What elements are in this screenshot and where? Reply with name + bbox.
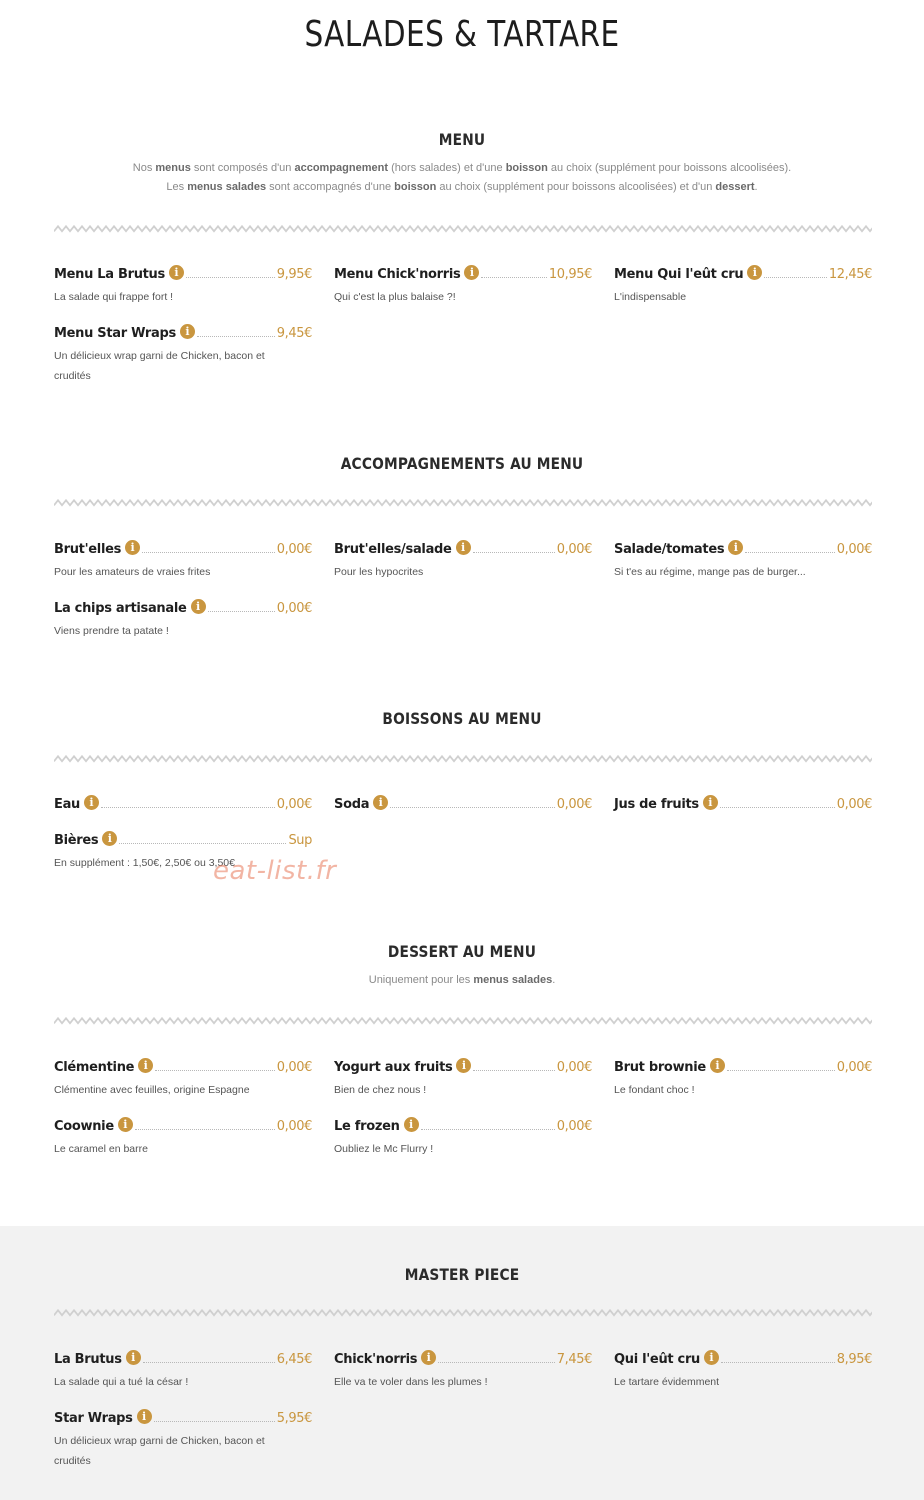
dotted-leader	[481, 277, 546, 278]
dotted-leader	[186, 277, 275, 278]
menu-item-name: Salade/tomates	[614, 542, 725, 557]
menu-item-name: Clémentine	[54, 1060, 135, 1075]
menu-item	[614, 794, 872, 812]
menu-item-price: 0,00€	[556, 1119, 592, 1134]
menu-item-price: 0,00€	[556, 1060, 592, 1075]
menu-item-description: Pour les hypocrites	[334, 566, 424, 578]
dotted-leader	[208, 611, 275, 612]
menu-item-name: Star Wraps	[54, 1411, 133, 1426]
dotted-leader	[143, 1362, 275, 1363]
menu-item-header	[54, 598, 312, 616]
info-icon[interactable]: i	[125, 540, 140, 555]
menu-item-price: 0,00€	[276, 542, 312, 557]
menu-item-header	[54, 539, 312, 557]
menu-item-name: Jus de fruits	[614, 797, 699, 812]
menu-item-name: La Brutus	[54, 1352, 122, 1367]
info-icon[interactable]: i	[456, 1058, 471, 1073]
wave-divider	[54, 755, 872, 765]
menu-item-description: Le fondant choc !	[614, 1084, 695, 1096]
description-line: Les menus salades sont accompagnés d'une boisson au choix (supplément pour boissons alcoolisées) et d'un dessert.	[166, 181, 758, 193]
menu-item-description: Bien de chez nous !	[334, 1084, 427, 1096]
menu-item-header	[614, 264, 872, 282]
menu-item	[334, 1116, 592, 1159]
info-icon[interactable]: i	[728, 540, 743, 555]
menu-item-name: Soda	[334, 797, 370, 812]
description-emphasis: boisson	[394, 181, 437, 193]
page-title: SALADES & TARTARE	[304, 14, 620, 55]
info-icon[interactable]: i	[421, 1350, 436, 1365]
watermark: eat-list.fr	[213, 856, 337, 886]
menu-item	[54, 539, 312, 582]
dotted-leader	[764, 277, 827, 278]
menu-item-name: Menu Qui l'eût cru	[614, 267, 744, 282]
menu-item-description: En supplément : 1,50€, 2,50€ ou 3,50€	[54, 857, 235, 869]
menu-item-price: 0,00€	[556, 542, 592, 557]
section-title: BOISSONS AU MENU	[382, 709, 542, 728]
menu-item-price: 0,00€	[836, 797, 872, 812]
section-title: MASTER PIECE	[404, 1265, 520, 1284]
description-emphasis: menus	[155, 162, 191, 174]
menu-item	[614, 1349, 872, 1392]
menu-item-price: 7,45€	[556, 1352, 592, 1367]
menu-item-name: Eau	[54, 797, 81, 812]
info-icon[interactable]: i	[84, 795, 99, 810]
dotted-leader	[473, 552, 555, 553]
menu-item-header	[54, 794, 312, 812]
dotted-leader	[720, 807, 835, 808]
dotted-leader	[421, 1129, 555, 1130]
menu-item-header	[54, 1408, 312, 1426]
menu-item-header	[614, 539, 872, 557]
menu-item-price: 0,00€	[836, 542, 872, 557]
menu-item-name: Le frozen	[334, 1119, 400, 1134]
menu-item-header	[334, 1116, 592, 1134]
dotted-leader	[745, 552, 835, 553]
menu-item-description: Clémentine avec feuilles, origine Espagne	[54, 1084, 250, 1096]
description-emphasis: menus salades	[473, 974, 553, 986]
description-emphasis: dessert	[715, 181, 755, 193]
section-title: DESSERT AU MENU	[387, 942, 537, 961]
section-description	[0, 971, 924, 990]
menu-item-price: 0,00€	[276, 797, 312, 812]
menu-item-header	[334, 264, 592, 282]
menu-item-name: Brut brownie	[614, 1060, 706, 1075]
info-icon[interactable]: i	[169, 265, 184, 280]
menu-item	[334, 794, 592, 812]
dotted-leader	[155, 1070, 275, 1071]
dotted-leader	[727, 1070, 835, 1071]
info-icon[interactable]: i	[464, 265, 479, 280]
menu-item-header	[614, 1349, 872, 1367]
menu-item-header	[334, 794, 592, 812]
menu-item	[54, 1408, 312, 1471]
description-emphasis: accompagnement	[294, 162, 389, 174]
menu-item-name: Brut'elles/salade	[334, 542, 452, 557]
menu-item-name: Qui l'eût cru	[614, 1352, 701, 1367]
wave-divider	[54, 499, 872, 509]
dotted-leader	[473, 1070, 554, 1071]
description-emphasis: menus salades	[187, 181, 267, 193]
dotted-leader	[119, 843, 286, 844]
menu-item-description: Un délicieux wrap garni de Chicken, bacon et crudités	[54, 350, 265, 382]
menu-item-header	[54, 830, 312, 848]
menu-item-name: Yogurt aux fruits	[334, 1060, 453, 1075]
menu-item	[614, 539, 872, 582]
menu-item-price: 9,95€	[276, 267, 312, 282]
menu-item	[614, 1057, 872, 1100]
menu-item-price: 12,45€	[828, 267, 872, 282]
menu-item-name: Brut'elles	[54, 542, 122, 557]
menu-item-header	[54, 1116, 312, 1134]
menu-item-price: 0,00€	[276, 601, 312, 616]
menu-item	[614, 264, 872, 307]
section-description	[0, 159, 924, 197]
menu-item	[54, 794, 312, 812]
menu-item-name: Menu Chick'norris	[334, 267, 461, 282]
dotted-leader	[721, 1362, 835, 1363]
section-title: ACCOMPAGNEMENTS AU MENU	[340, 454, 584, 473]
description-line: Nos menus sont composés d'un accompagnement (hors salades) et d'une boisson au choix (supplément pour boissons alcoolisées).	[132, 162, 792, 174]
menu-item-description: Si t'es au régime, mange pas de burger...	[614, 566, 806, 578]
menu-item-header	[334, 1349, 592, 1367]
menu-item-name: La chips artisanale	[54, 601, 187, 616]
menu-item-price: 0,00€	[556, 797, 592, 812]
menu-item	[334, 1057, 592, 1100]
menu-item-description: Qui c'est la plus balaise ?!	[334, 291, 456, 303]
menu-item-price: 0,00€	[836, 1060, 872, 1075]
menu-item	[54, 1116, 312, 1159]
menu-item-price: 8,95€	[836, 1352, 872, 1367]
menu-item-header	[54, 1057, 312, 1075]
menu-item-name: Menu Star Wraps	[54, 326, 176, 341]
menu-item	[54, 1057, 312, 1100]
info-icon[interactable]: i	[373, 795, 388, 810]
menu-item-description: Elle va te voler dans les plumes !	[334, 1376, 488, 1388]
menu-item-price: 9,45€	[276, 326, 312, 341]
info-icon[interactable]: i	[191, 599, 206, 614]
section-title: MENU	[438, 130, 486, 149]
info-icon[interactable]: i	[137, 1409, 152, 1424]
info-icon[interactable]: i	[404, 1117, 419, 1132]
menu-item	[54, 1349, 312, 1392]
menu-item-description: Un délicieux wrap garni de Chicken, bacon et crudités	[54, 1435, 265, 1467]
menu-item-description: Le tartare évidemment	[614, 1376, 720, 1388]
description-emphasis: boisson	[505, 162, 548, 174]
menu-item-price: 10,95€	[548, 267, 592, 282]
dotted-leader	[197, 336, 275, 337]
dotted-leader	[438, 1362, 555, 1363]
dotted-leader	[135, 1129, 275, 1130]
wave-divider	[54, 1017, 872, 1027]
info-icon[interactable]: i	[703, 795, 718, 810]
menu-item	[334, 1349, 592, 1392]
menu-item-header	[334, 539, 592, 557]
menu-item-header	[614, 794, 872, 812]
menu-item-description: La salade qui frappe fort !	[54, 291, 174, 303]
menu-item	[54, 264, 312, 307]
menu-item	[54, 598, 312, 641]
info-icon[interactable]: i	[118, 1117, 133, 1132]
menu-item-name: Coownie	[54, 1119, 114, 1134]
info-icon[interactable]: i	[704, 1350, 719, 1365]
menu-item-description: Viens prendre ta patate !	[54, 625, 169, 637]
menu-item-price: 0,00€	[276, 1060, 312, 1075]
info-icon[interactable]: i	[456, 540, 471, 555]
info-icon[interactable]: i	[747, 265, 762, 280]
menu-item-header	[614, 1057, 872, 1075]
menu-item-description: Oubliez le Mc Flurry !	[334, 1143, 434, 1155]
description-line: Uniquement pour les menus salades.	[368, 974, 556, 986]
menu-item-description: L'indispensable	[614, 291, 687, 303]
info-icon[interactable]: i	[180, 324, 195, 339]
menu-item-description: Le caramel en barre	[54, 1143, 148, 1155]
dotted-leader	[142, 552, 275, 553]
menu-item-name: Bières	[54, 833, 99, 848]
menu-item	[334, 539, 592, 582]
info-icon[interactable]: i	[102, 831, 117, 846]
info-icon[interactable]: i	[710, 1058, 725, 1073]
menu-item-header	[54, 264, 312, 282]
menu-item-name: Chick'norris	[334, 1352, 418, 1367]
wave-divider	[54, 225, 872, 235]
menu-item	[334, 264, 592, 307]
info-icon[interactable]: i	[126, 1350, 141, 1365]
wave-divider	[54, 1309, 872, 1319]
menu-item-price: 5,95€	[276, 1411, 312, 1426]
menu-item-description: Pour les amateurs de vraies frites	[54, 566, 211, 578]
dotted-leader	[390, 807, 555, 808]
menu-item	[54, 323, 312, 386]
menu-item-price: Sup	[288, 833, 312, 848]
menu-item-header	[334, 1057, 592, 1075]
menu-item-name: Menu La Brutus	[54, 267, 165, 282]
info-icon[interactable]: i	[138, 1058, 153, 1073]
dotted-leader	[101, 807, 275, 808]
menu-item-header	[54, 1349, 312, 1367]
menu-item-price: 0,00€	[276, 1119, 312, 1134]
menu-item-header	[54, 323, 312, 341]
menu-item-description: La salade qui a tué la césar !	[54, 1376, 189, 1388]
menu-item-price: 6,45€	[276, 1352, 312, 1367]
dotted-leader	[154, 1421, 275, 1422]
